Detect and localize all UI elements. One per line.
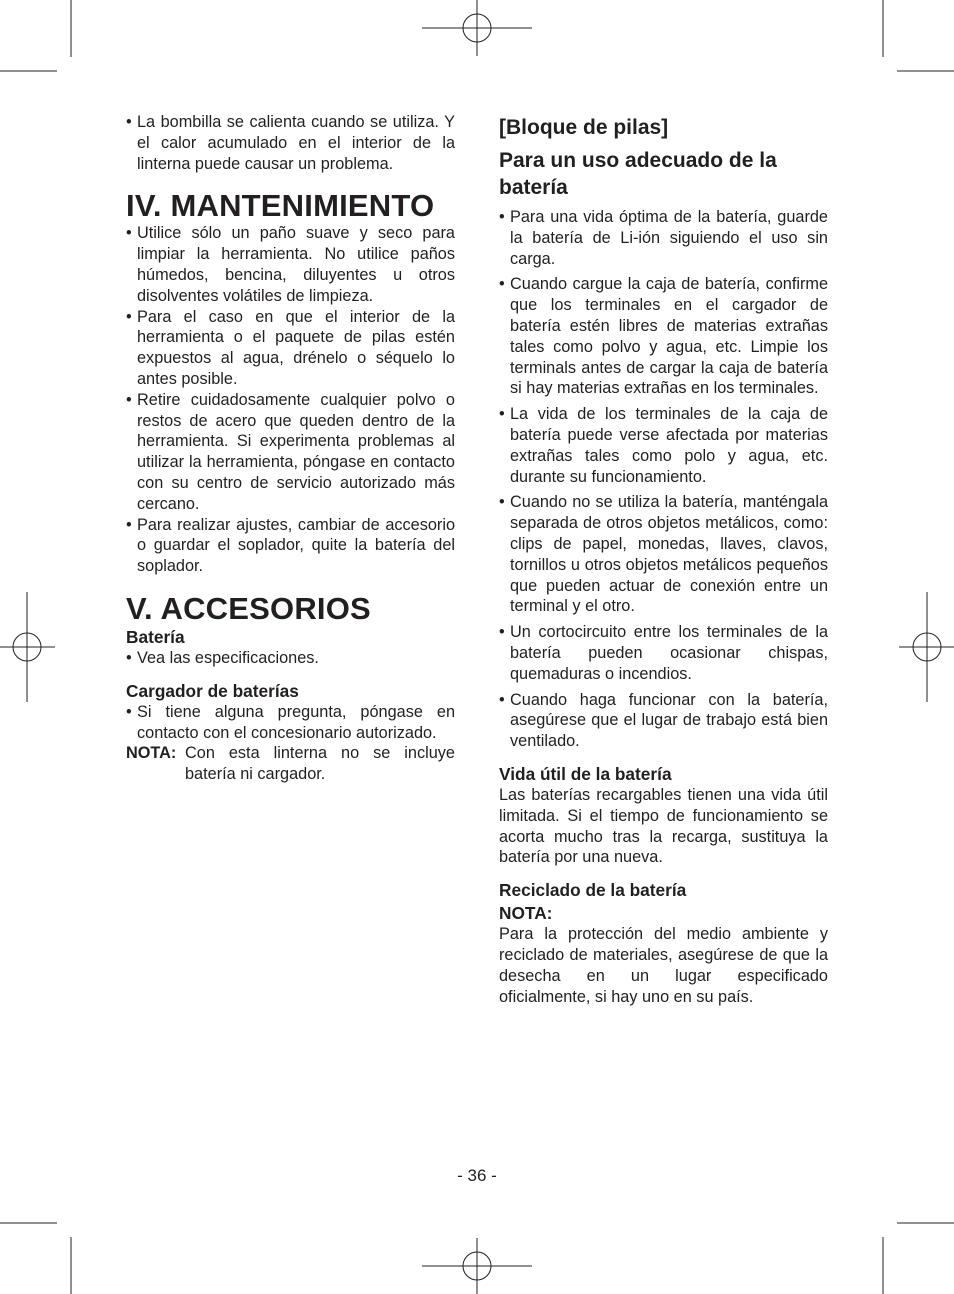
list-item: • Cuando cargue la caja de batería, confirme que los terminales en el cargador de batería estén libres de materias extrañas tales como polvo y agua, etc. Limpie los terminals antes de cargar la caja de batería si hay materias extrañas en los terminales. [499,274,828,399]
list-item: • Para realizar ajustes, cambiar de accesorio o guardar el soplador, quite la batería del soplador. [126,515,455,577]
right-column [499,112,828,1007]
list-item: • La vida de los terminales de la caja de batería puede verse afectada por materias extrañas tales como polo y agua, etc. durante su funcionamiento. [499,404,828,487]
nota-label: NOTA: [126,744,177,763]
left-column [126,112,455,785]
list-item: • Retire cuidadosamente cualquier polvo o restos de acero que queden dentro de la herramienta. Si experimenta problemas al utilizar la herramienta, póngase en contacto con su centro de servicio autorizado más cercano. [126,390,455,515]
intro-bullet: • La bombilla se calienta cuando se utiliza. Y el calor acumulado en el interior de la linterna puede causar un problema. [126,112,455,174]
cargador-heading: Cargador de baterías [126,680,299,701]
subheading: Para un uso adecuado de la batería [499,149,777,199]
vida-heading: Vida útil de la batería [499,763,672,784]
reciclado-nota-label: NOTA: [499,903,553,924]
list-item: • Para una vida óptima de la batería, guarde la batería de Li-ión siguiendo el uso sin carga. [499,207,828,269]
list-item: • Cuando no se utiliza la batería, manténgala separada de otros objetos metálicos, como: clips de papel, monedas, llaves, clavos, tornillos u otros objetos metálicos pequeños que pueden actuar de conexión entre un terminal y el otro. [499,492,828,617]
nota-text: Con esta linterna no se incluye batería ni cargador. [185,744,455,784]
section-heading: [Bloque de pilas] [499,116,669,139]
bateria-heading: Batería [126,626,185,647]
list-item: • Para el caso en que el interior de la herramienta o el paquete de pilas estén expuestos al agua, drénelo o séquelo lo antes posible. [126,307,455,390]
list-item: • Cuando haga funcionar con la batería, asegúrese que el lugar de trabajo está bien ventilado. [499,690,828,752]
list-item: • Vea las especificaciones. [126,648,455,669]
reciclado-text: Para la protección del medio ambiente y reciclado de materiales, asegúrese de que la desecha en un lugar especificado oficialmente, si hay uno en su país. [499,925,828,1006]
reciclado-heading: Reciclado de la batería [499,880,687,901]
mantenimiento-title: IV. MANTENIMIENTO [126,188,435,224]
page-number: - 36 - [457,1166,497,1185]
list-item: • Utilice sólo un paño suave y seco para limpiar la herramienta. No utilice paños húmedos, bencina, diluyentes u otros disolventes volátiles de limpieza. [126,223,455,306]
list-item: • Si tiene alguna pregunta, póngase en contacto con el concesionario autorizado. [126,702,455,744]
list-item: • Un cortocircuito entre los terminales de la batería pueden ocasionar chispas, quemaduras o incendios. [499,622,828,684]
nota [126,743,455,785]
accesorios-title: V. ACCESORIOS [126,590,371,626]
vida-text: Las baterías recargables tienen una vida útil limitada. Si el tiempo de funcionamiento se acorta mucho tras la recarga, sustituya la batería por una nueva. [499,785,828,867]
